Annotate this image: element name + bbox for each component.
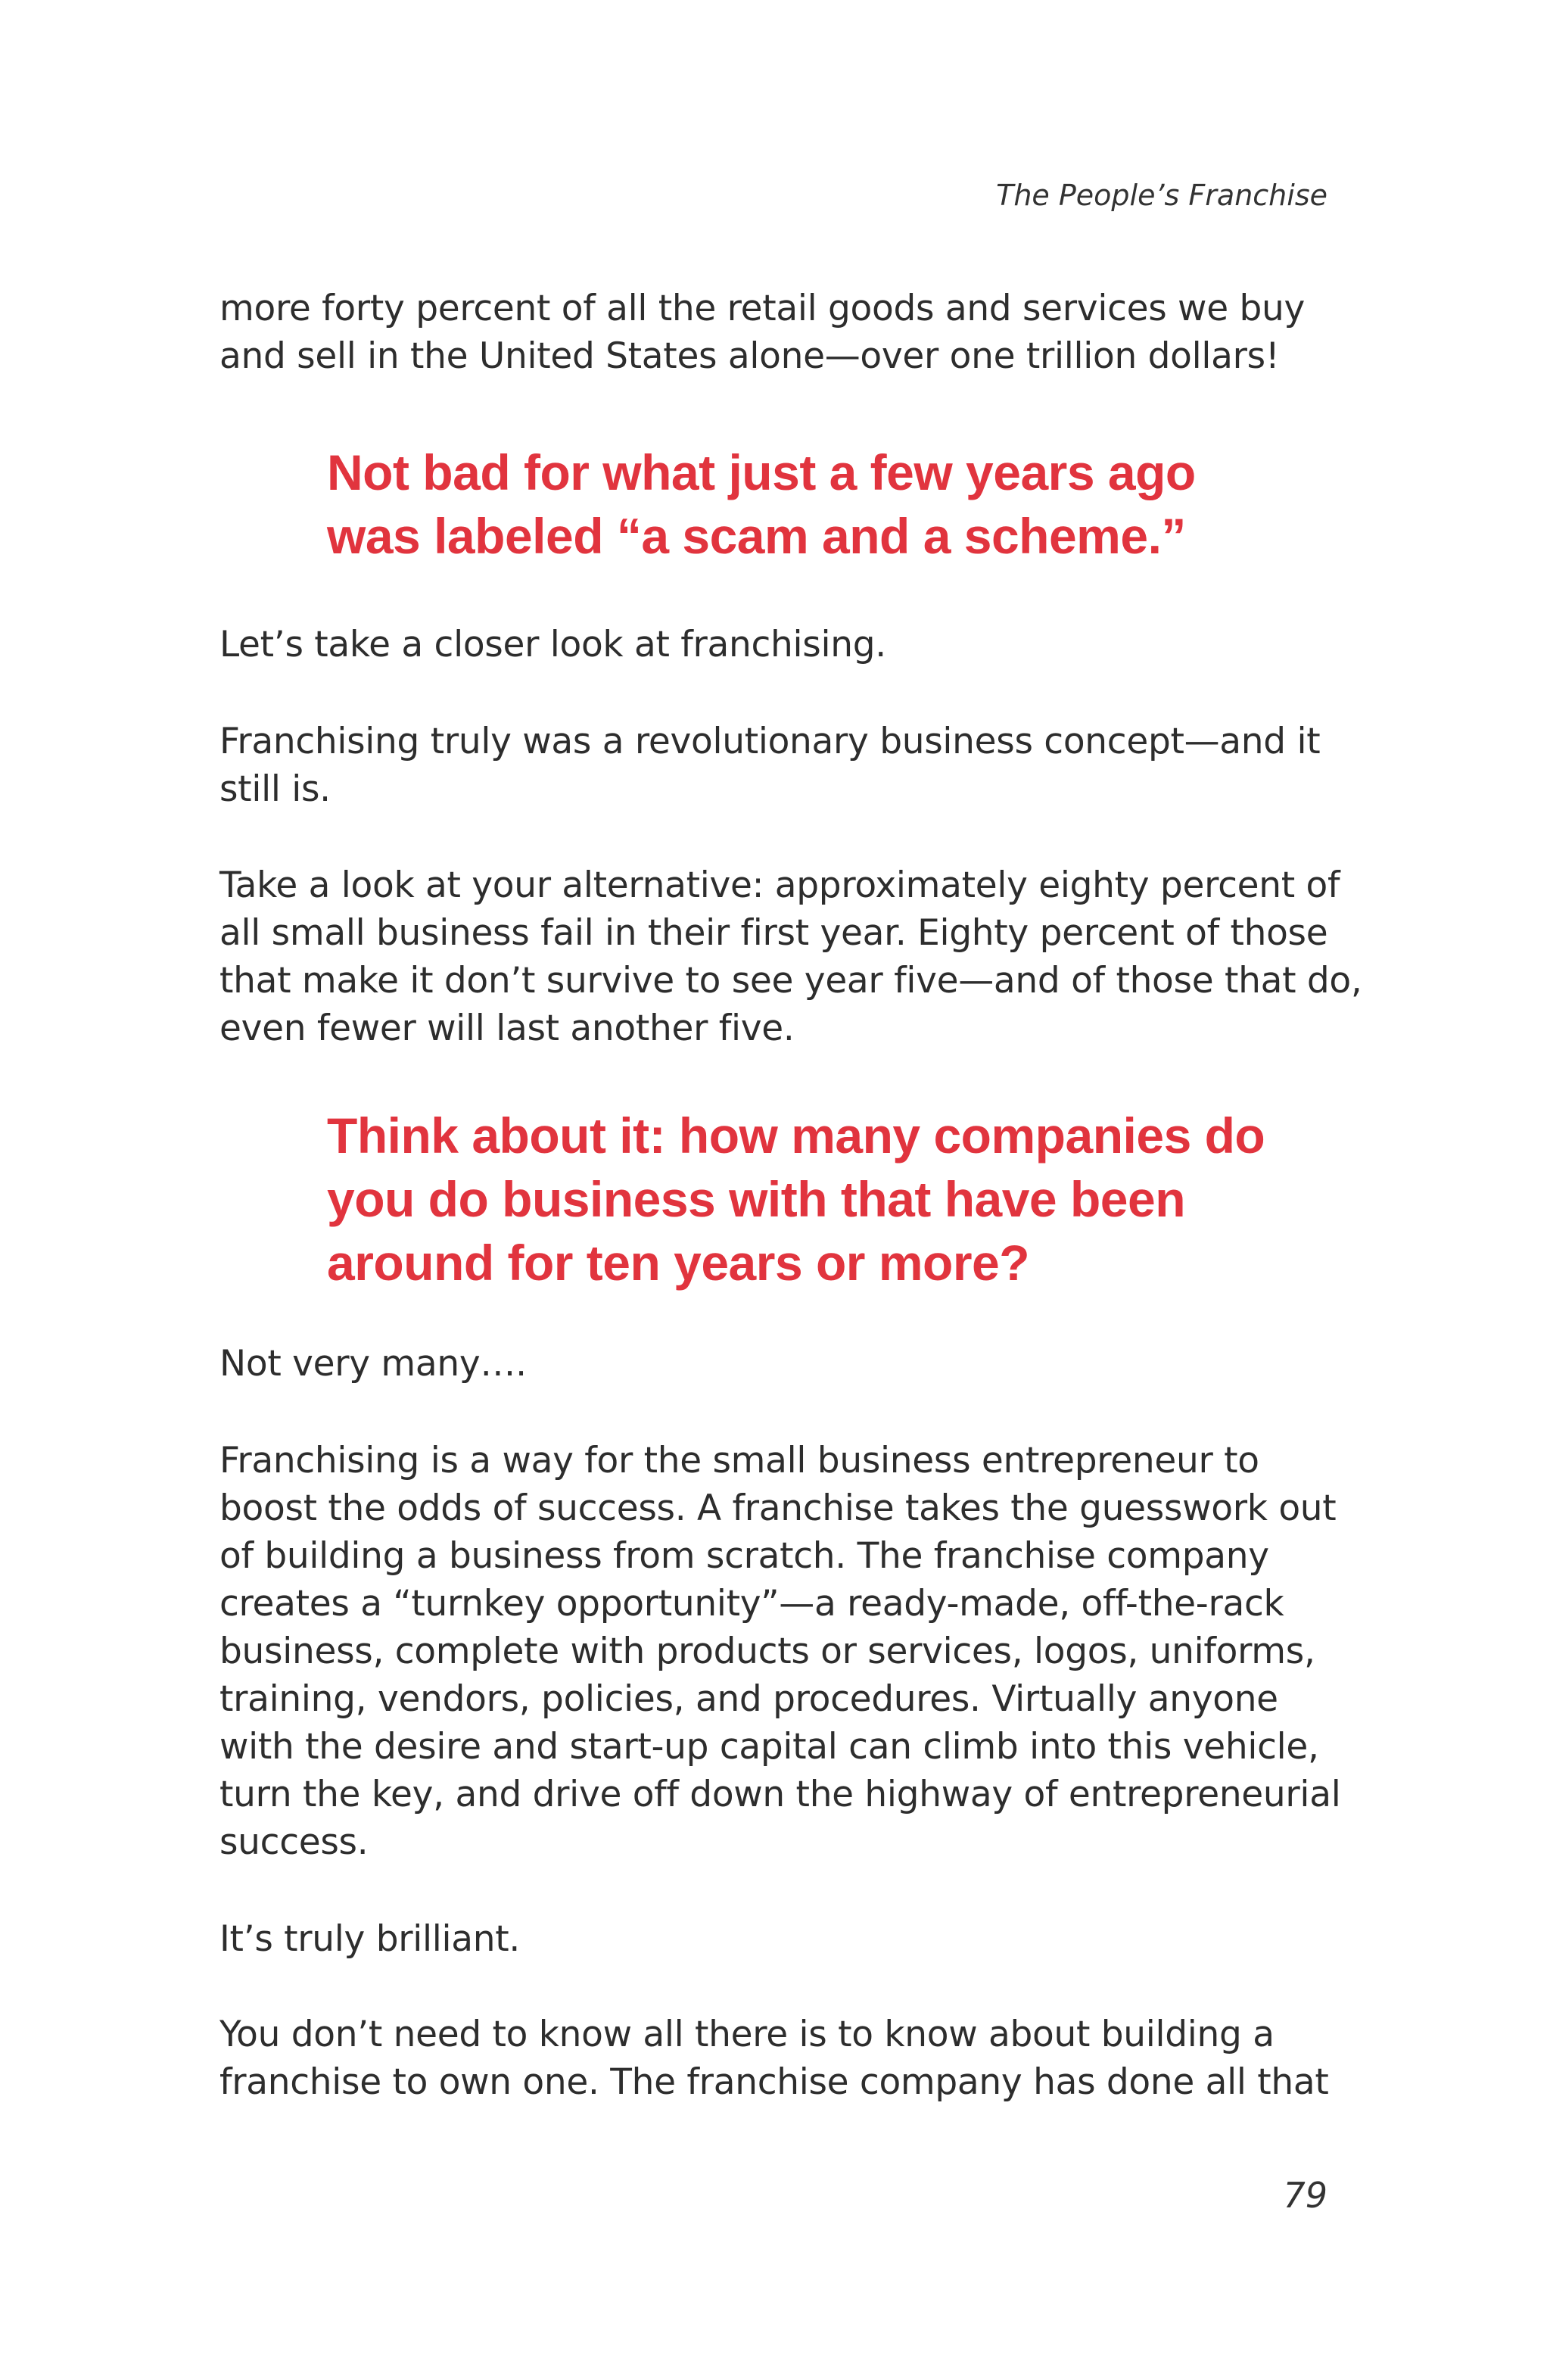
paragraph-line: boost the odds of success. A franchise takes the guesswork out [219,1488,1337,1529]
paragraph-line: that make it don’t survive to see year five—and of those that do, [219,960,1362,1002]
paragraph-6 [219,1437,1341,1866]
paragraph-line: franchise to own one. The franchise company has done all that [219,2061,1329,2103]
paragraph-5 [219,1340,1332,1388]
paragraph-7 [219,1915,1332,1963]
pull-quote-line: around for ten years or more? [327,1235,1030,1291]
paragraph-line: Let’s take a closer look at franchising. [219,624,886,665]
running-head: The People’s Franchise [996,179,1327,212]
paragraph-1 [219,285,1332,380]
paragraph-line: and sell in the United States alone—over one trillion dollars! [219,335,1280,377]
paragraph-3 [219,718,1332,813]
paragraph-line: It’s truly brilliant. [219,1918,521,1960]
paragraph-line: training, vendors, policies, and procedures. Virtually anyone [219,1678,1278,1720]
paragraph-line: more forty percent of all the retail goods and services we buy [219,288,1305,329]
pull-quote-line: was labeled “a scam and a scheme.” [327,508,1186,564]
paragraph-line: turn the key, and drive off down the highway of entrepreneurial [219,1774,1341,1815]
paragraph-2 [219,621,1332,668]
paragraph-line: with the desire and start-up capital can climb into this vehicle, [219,1726,1319,1768]
paragraph-line: business, complete with products or services, logos, uniforms, [219,1631,1315,1672]
paragraph-line: You don’t need to know all there is to know about building a [219,2014,1275,2055]
paragraph-line: even fewer will last another five. [219,1008,795,1049]
pull-quote-line: Think about it: how many companies do [327,1107,1265,1164]
paragraph-line: Take a look at your alternative: approximately eighty percent of [219,864,1340,906]
pull-quote-line: you do business with that have been [327,1171,1186,1227]
pull-quote-line: Not bad for what just a few years ago [327,444,1196,500]
pull-quote-1 [327,441,1356,568]
page-number: 79 [1283,2175,1327,2216]
paragraph-line: still is. [219,768,331,810]
paragraph-4 [219,861,1362,1052]
paragraph-line: Not very many…. [219,1343,527,1385]
paragraph-line: of building a business from scratch. The franchise company [219,1535,1269,1577]
paragraph-line: all small business fail in their first year. Eighty percent of those [219,912,1328,954]
pull-quote-2 [327,1104,1356,1294]
paragraph-line: creates a “turnkey opportunity”—a ready-made, off-the-rack [219,1583,1284,1625]
paragraph-8 [219,2011,1332,2106]
paragraph-line: Franchising is a way for the small business entrepreneur to [219,1440,1259,1481]
paragraph-line: success. [219,1821,369,1863]
paragraph-line: Franchising truly was a revolutionary business concept—and it [219,721,1321,762]
